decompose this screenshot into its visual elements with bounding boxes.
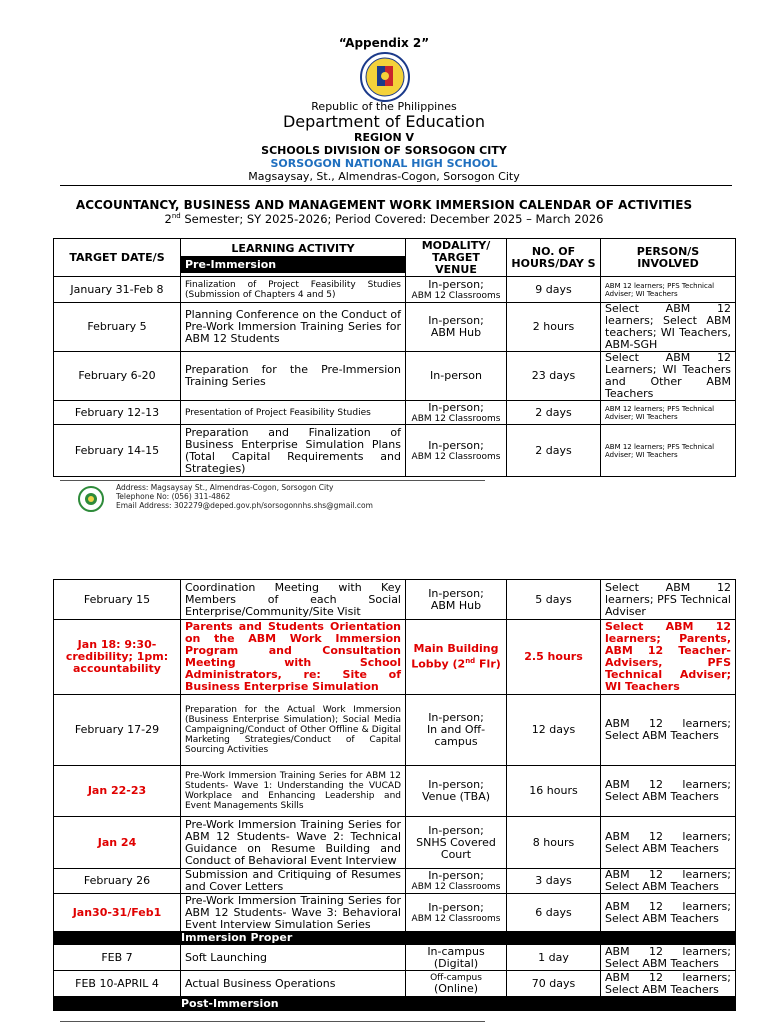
venue-line: In-person; bbox=[428, 400, 484, 414]
row-date: February 5 bbox=[54, 303, 181, 352]
table-row bbox=[54, 894, 736, 932]
phase-row bbox=[54, 997, 736, 1011]
row-hours: 2.5 hours bbox=[507, 620, 601, 695]
school-name: SORSOGON NATIONAL HIGH SCHOOL bbox=[270, 157, 498, 170]
row-hours: 23 days bbox=[507, 352, 601, 401]
venue-line: ABM 12 Classrooms bbox=[411, 290, 501, 301]
row-venue bbox=[406, 695, 507, 766]
footer-telephone: Telephone No: (056) 311-4862 bbox=[116, 492, 231, 501]
activities-table-page-1 bbox=[53, 238, 736, 477]
table-row bbox=[54, 580, 736, 620]
header-persons: PERSON/S INVOLVED bbox=[601, 239, 736, 277]
row-date: February 26 bbox=[54, 869, 181, 894]
row-persons: ABM 12 learners; Select ABM Teachers bbox=[601, 766, 736, 817]
venue-line: In-person; bbox=[428, 277, 484, 291]
row-venue bbox=[406, 425, 507, 477]
header-divider bbox=[60, 185, 732, 186]
venue-line: In-person; bbox=[428, 869, 484, 882]
row-persons: ABM 12 learners; Select ABM Teachers bbox=[601, 971, 736, 997]
row-hours: 6 days bbox=[507, 894, 601, 932]
venue-line: ABM 12 Classrooms bbox=[411, 913, 501, 924]
row-hours: 70 days bbox=[507, 971, 601, 997]
venue-line: In-person; bbox=[428, 711, 484, 724]
venue-line: Main Building Lobby (2 bbox=[411, 642, 499, 671]
row-persons: ABM 12 learners; PFS Technical Adviser; WI Teachers bbox=[601, 425, 736, 477]
row-date: Jan 22-23 bbox=[54, 766, 181, 817]
table-row bbox=[54, 869, 736, 894]
row-persons: ABM 12 learners; Select ABM Teachers bbox=[601, 894, 736, 932]
venue-line: ABM 12 Classrooms bbox=[411, 451, 501, 462]
document-subtitle: 2nd Semester; SY 2025-2026; Period Covered: December 2025 – March 2026 bbox=[164, 212, 604, 226]
row-activity: Preparation for the Pre-Immersion Training Series bbox=[181, 352, 406, 401]
venue-line: (Online) bbox=[433, 981, 479, 995]
row-date: Jan 18: 9:30- credibility; 1pm: accountability bbox=[54, 620, 181, 695]
row-activity: Preparation for the Actual Work Immersion (Business Enterprise Simulation); Social Media Campaigning/Conduct of Other Offline & Digital Marketing Strategies/Conduct of Capital Sourcing Activities bbox=[181, 695, 406, 766]
row-activity: Submission and Critiquing of Resumes and Cover Letters bbox=[181, 869, 406, 894]
row-date: February 14-15 bbox=[54, 425, 181, 477]
table-row bbox=[54, 945, 736, 971]
division-line: SCHOOLS DIVISION OF SORSOGON CITY bbox=[261, 144, 507, 157]
venue-line: ABM Hub bbox=[430, 598, 482, 612]
row-persons: Select ABM 12 Learners; WI Teachers and Other ABM Teachers bbox=[601, 352, 736, 401]
venue-line: In-person; bbox=[428, 900, 484, 914]
table-row bbox=[54, 971, 736, 997]
row-venue bbox=[406, 352, 507, 401]
row-persons: ABM 12 learners; PFS Technical Adviser; WI Teachers bbox=[601, 401, 736, 425]
venue-line: Off-campus bbox=[430, 972, 482, 983]
row-date: February 6-20 bbox=[54, 352, 181, 401]
row-persons: ABM 12 learners; Select ABM Teachers bbox=[601, 817, 736, 869]
phase-spacer bbox=[54, 997, 181, 1011]
venue-line: In-person; bbox=[428, 314, 484, 327]
row-activity: Soft Launching bbox=[181, 945, 406, 971]
footer-divider bbox=[60, 1021, 485, 1022]
venue-line: ABM 12 Classrooms bbox=[411, 882, 501, 892]
venue-line: In and Off-campus bbox=[426, 723, 486, 748]
row-date: FEB 7 bbox=[54, 945, 181, 971]
row-persons: ABM 12 learners; Select ABM Teachers bbox=[601, 869, 736, 894]
row-activity: Planning Conference on the Conduct of Pre-Work Immersion Training Series for ABM 12 Students bbox=[181, 303, 406, 352]
republic-line: Republic of the Philippines bbox=[311, 100, 457, 113]
region-line: REGION V bbox=[353, 131, 414, 144]
school-address: Magsaysay, St., Almendras-Cogon, Sorsogon City bbox=[248, 170, 520, 183]
row-activity: Preparation and Finalization of Business Enterprise Simulation Plans (Total Capital Requirements and Strategies) bbox=[181, 425, 406, 477]
row-date: February 17-29 bbox=[54, 695, 181, 766]
table-row bbox=[54, 695, 736, 766]
row-activity: Pre-Work Immersion Training Series for ABM 12 Students- Wave 3: Behavioral Event Interview Simulation Series bbox=[181, 894, 406, 932]
row-persons: Select ABM 12 learners; Select ABM teachers; WI Teachers, ABM-SGH bbox=[601, 303, 736, 352]
venue-line: ABM Hub bbox=[430, 326, 482, 339]
table-row bbox=[54, 277, 736, 303]
phase-spacer bbox=[54, 932, 181, 945]
document-title: ACCOUNTANCY, BUSINESS AND MANAGEMENT WORK IMMERSION CALENDAR OF ACTIVITIES bbox=[75, 198, 693, 212]
table-row bbox=[54, 817, 736, 869]
row-venue bbox=[406, 894, 507, 932]
row-hours: 1 day bbox=[507, 945, 601, 971]
venue-line: In-person; bbox=[428, 823, 484, 837]
venue-line: In-campus bbox=[427, 944, 485, 958]
row-hours: 8 hours bbox=[507, 817, 601, 869]
venue-line: In-person; bbox=[428, 438, 484, 452]
row-date: January 31-Feb 8 bbox=[54, 277, 181, 303]
header-target-date: TARGET DATE/S bbox=[54, 239, 181, 277]
table-row bbox=[54, 303, 736, 352]
venue-line: SNHS Covered Court bbox=[416, 835, 496, 861]
footer-email: Email Address: 302279@deped.gov.ph/sorsogonnhs.shs@gmail.com bbox=[116, 501, 373, 510]
row-date: Jan30-31/Feb1 bbox=[54, 894, 181, 932]
row-venue bbox=[406, 620, 507, 695]
phase-immersion-proper: Immersion Proper bbox=[181, 932, 736, 945]
row-venue bbox=[406, 580, 507, 620]
row-activity: Pre-Work Immersion Training Series for ABM 12 Students- Wave 2: Technical Guidance on Resume Building and Conduct of Behavioral Event Interview bbox=[181, 817, 406, 869]
row-venue bbox=[406, 945, 507, 971]
venue-line: In-person bbox=[430, 369, 482, 382]
row-hours: 2 hours bbox=[507, 303, 601, 352]
row-hours: 9 days bbox=[507, 277, 601, 303]
appendix-label: “Appendix 2” bbox=[338, 36, 430, 50]
table-row-highlight bbox=[54, 620, 736, 695]
row-venue bbox=[406, 277, 507, 303]
table-header-row bbox=[54, 239, 736, 277]
row-venue bbox=[406, 401, 507, 425]
row-activity: Presentation of Project Feasibility Studies bbox=[181, 401, 406, 425]
venue-sup: nd bbox=[465, 657, 476, 666]
table-row bbox=[54, 766, 736, 817]
row-hours: 2 days bbox=[507, 425, 601, 477]
row-venue bbox=[406, 817, 507, 869]
row-venue bbox=[406, 766, 507, 817]
row-persons: Select ABM 12 learners; Parents, ABM 12 Teacher-Advisers, PFS Technical Adviser; WI Teachers bbox=[601, 620, 736, 695]
footer-divider bbox=[60, 480, 485, 481]
table-row bbox=[54, 352, 736, 401]
row-hours: 2 days bbox=[507, 401, 601, 425]
table-row bbox=[54, 425, 736, 477]
header-hours: NO. OF HOURS/DAY S bbox=[507, 239, 601, 277]
row-activity: Actual Business Operations bbox=[181, 971, 406, 997]
school-logo-icon bbox=[78, 486, 104, 512]
row-persons: ABM 12 learners; PFS Technical Adviser; WI Teachers bbox=[601, 277, 736, 303]
phase-pre-immersion: Pre-Immersion bbox=[181, 256, 405, 273]
venue-line: Flr) bbox=[475, 657, 501, 671]
header-modality: MODALITY/ TARGET VENUE bbox=[406, 239, 507, 277]
table-row bbox=[54, 401, 736, 425]
activities-table-page-2 bbox=[53, 579, 736, 1011]
row-hours: 3 days bbox=[507, 869, 601, 894]
row-hours: 16 hours bbox=[507, 766, 601, 817]
row-activity: Parents and Students Orientation on the ABM Work Immersion Program and Consultation Meeting with School Administrators, re: Site of Business Enterprise Simulation bbox=[181, 620, 406, 695]
deped-seal-icon bbox=[358, 52, 412, 102]
venue-line: Venue (TBA) bbox=[421, 790, 491, 803]
row-venue bbox=[406, 869, 507, 894]
footer-address: Address: Magsaysay St., Almendras-Cogon, Sorsogon City bbox=[116, 483, 334, 492]
row-date: Jan 24 bbox=[54, 817, 181, 869]
venue-line: (Digital) bbox=[433, 956, 479, 970]
row-date: February 12-13 bbox=[54, 401, 181, 425]
phase-post-immersion: Post-Immersion bbox=[181, 997, 736, 1011]
row-date: February 15 bbox=[54, 580, 181, 620]
row-date: FEB 10-APRIL 4 bbox=[54, 971, 181, 997]
row-hours: 5 days bbox=[507, 580, 601, 620]
row-activity: Finalization of Project Feasibility Studies (Submission of Chapters 4 and 5) bbox=[181, 277, 406, 303]
phase-row bbox=[54, 932, 736, 945]
venue-line: In-person; bbox=[428, 778, 484, 791]
row-activity: Pre-Work Immersion Training Series for ABM 12 Students- Wave 1: Understanding the VUCAD Workplace and Enhancing Leadership and Event Managements Skills bbox=[181, 766, 406, 817]
venue-line: ABM 12 Classrooms bbox=[411, 413, 501, 424]
department-name: Department of Education bbox=[282, 112, 486, 131]
row-venue bbox=[406, 971, 507, 997]
row-persons: Select ABM 12 learners; PFS Technical Adviser bbox=[601, 580, 736, 620]
header-learning-activity bbox=[181, 239, 406, 277]
venue-line: In-person; bbox=[428, 586, 484, 600]
row-hours: 12 days bbox=[507, 695, 601, 766]
header-learning-activity-label: LEARNING ACTIVITY bbox=[231, 242, 355, 255]
row-activity: Coordination Meeting with Key Members of each Social Enterprise/Community/Site Visit bbox=[181, 580, 406, 620]
row-venue bbox=[406, 303, 507, 352]
row-persons: ABM 12 learners; Select ABM Teachers bbox=[601, 695, 736, 766]
row-persons: ABM 12 learners; Select ABM Teachers bbox=[601, 945, 736, 971]
